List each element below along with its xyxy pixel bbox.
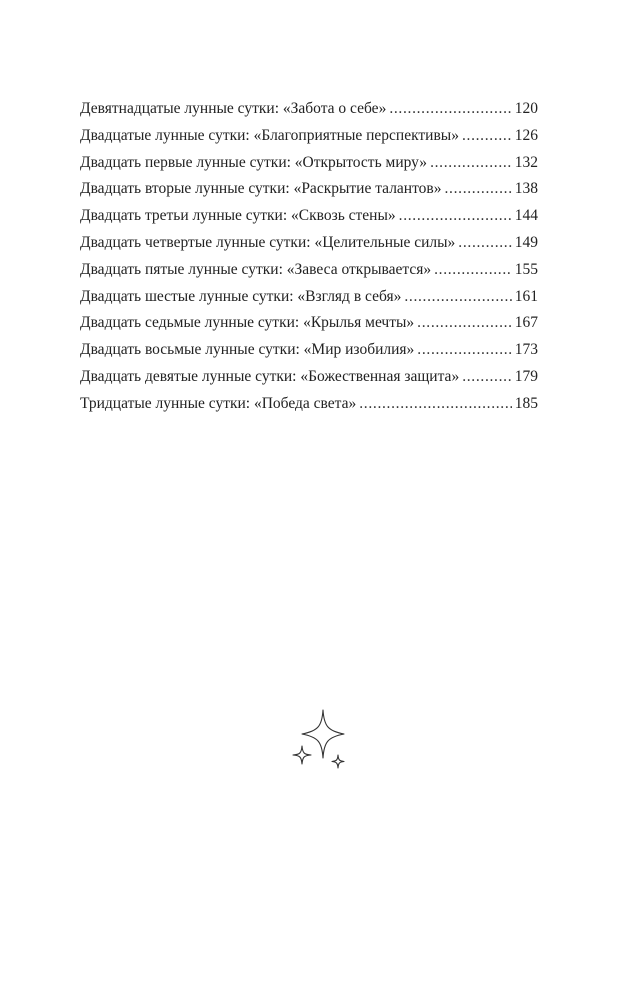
toc-page-number: 149 (514, 233, 538, 251)
toc-entry (80, 127, 538, 154)
toc-entry-title: Двадцатые лунные сутки: «Благоприятные перспективы» (80, 126, 459, 144)
toc-entry (80, 288, 538, 315)
toc-page-number: 173 (514, 341, 538, 359)
toc-leader-dots (404, 288, 511, 306)
toc-leader-dots (458, 234, 511, 252)
toc-entry-title: Тридцатые лунные сутки: «Победа света» (80, 394, 357, 412)
toc-page-number: 167 (514, 314, 538, 332)
toc-page-number: 144 (514, 207, 538, 225)
toc-entry (80, 234, 538, 261)
toc-entry-title: Двадцать четвертые лунные сутки: «Целительные силы» (80, 233, 456, 251)
toc-entry-title: Двадцать седьмые лунные сутки: «Крылья мечты» (80, 314, 415, 332)
toc-page-number: 120 (514, 100, 538, 117)
toc-page-number: 138 (514, 180, 538, 198)
toc-entry (80, 100, 538, 127)
toc-entry (80, 368, 538, 395)
toc-entry-title: Двадцать третьи лунные сутки: «Сквозь стены» (80, 207, 396, 225)
toc-entry-title: Двадцать шестые лунные сутки: «Взгляд в себя» (80, 287, 402, 305)
toc-leader-dots (462, 127, 512, 145)
toc-leader-dots (445, 180, 512, 198)
toc-entry-title: Двадцать девятые лунные сутки: «Божественная защита» (80, 367, 460, 385)
sparkle-stars-icon (286, 708, 352, 774)
toc-entry-title: Двадцать восьмые лунные сутки: «Мир изобилия» (80, 341, 415, 359)
toc-entry-title: Девятнадцатые лунные сутки: «Забота о себе» (80, 100, 387, 117)
toc-entry (80, 341, 538, 368)
toc-leader-dots (462, 368, 512, 386)
table-of-contents (80, 100, 538, 422)
toc-entry-title: Двадцать пятые лунные сутки: «Завеса открывается» (80, 260, 432, 278)
toc-page-number: 185 (514, 394, 538, 412)
toc-entry (80, 395, 538, 422)
toc-entry-title: Двадцать вторые лунные сутки: «Раскрытие талантов» (80, 180, 442, 198)
toc-entry (80, 314, 538, 341)
toc-entry (80, 207, 538, 234)
toc-leader-dots (359, 395, 512, 413)
toc-entry (80, 180, 538, 207)
toc-entry (80, 261, 538, 288)
toc-entry (80, 154, 538, 181)
toc-entry-title: Двадцать первые лунные сутки: «Открытость миру» (80, 153, 428, 171)
toc-leader-dots (417, 341, 511, 359)
toc-leader-dots (434, 261, 512, 279)
toc-page-number: 179 (514, 367, 538, 385)
toc-page-number: 161 (514, 287, 538, 305)
toc-page-number: 132 (514, 153, 538, 171)
toc-leader-dots (399, 207, 512, 225)
toc-leader-dots (430, 154, 512, 172)
toc-page-number: 126 (514, 126, 538, 144)
toc-leader-dots (417, 314, 512, 332)
toc-leader-dots (389, 100, 511, 118)
toc-page-number: 155 (514, 260, 538, 278)
